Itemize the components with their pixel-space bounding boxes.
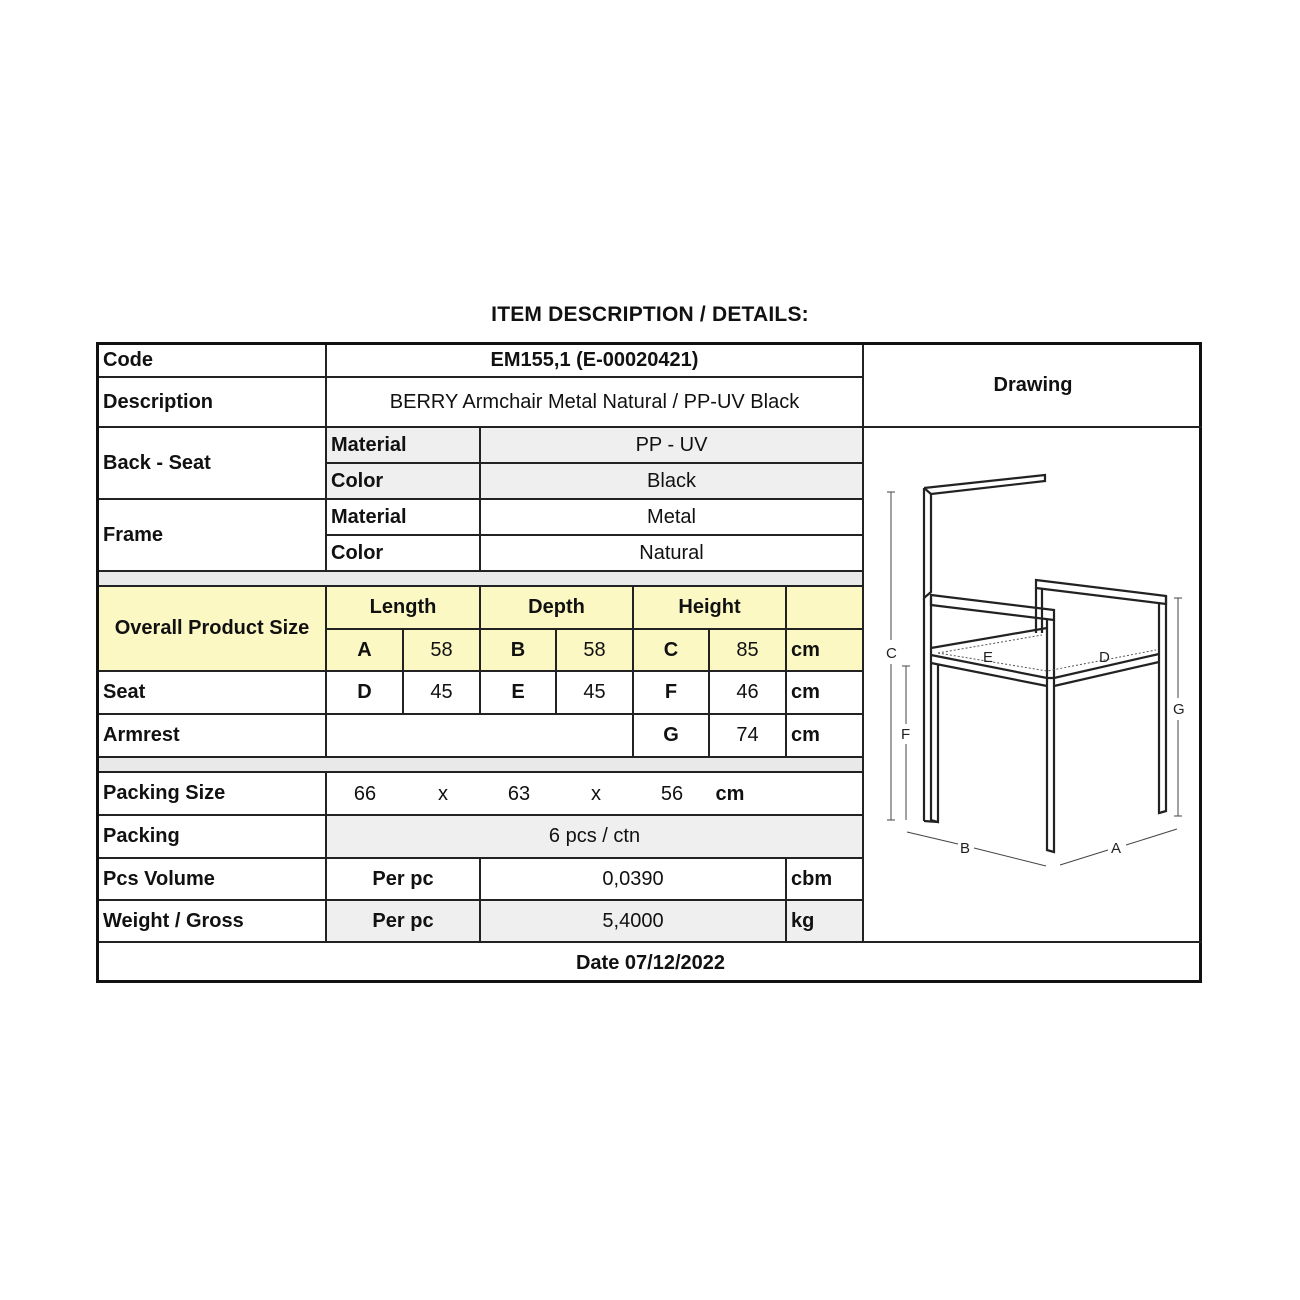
pcs-volume-unit: cbm xyxy=(787,859,864,901)
weight-value: 5,4000 xyxy=(481,901,787,943)
length-header: Length xyxy=(327,587,481,630)
weight-per: Per pc xyxy=(327,901,481,943)
overall-size-label: Overall Product Size xyxy=(99,587,327,672)
dim-value-a: 58 xyxy=(404,630,481,672)
drawing-label-c: C xyxy=(886,645,897,662)
packing-size-value-3: 56 xyxy=(660,783,684,805)
frame-material-value: Metal xyxy=(481,500,864,536)
pcs-volume-per: Per pc xyxy=(327,859,481,901)
description-value: BERRY Armchair Metal Natural / PP-UV Black xyxy=(327,378,864,428)
armrest-label: Armrest xyxy=(99,715,327,758)
unit-header-empty xyxy=(787,587,864,630)
back-seat-material-value: PP - UV xyxy=(481,428,864,464)
drawing-label-g: G xyxy=(1173,701,1185,718)
dim-letter-d: D xyxy=(327,672,404,715)
overall-unit: cm xyxy=(787,630,864,672)
weight-unit: kg xyxy=(787,901,864,943)
frame-color-value: Natural xyxy=(481,536,864,572)
back-seat-label: Back - Seat xyxy=(99,428,327,500)
drawing-label-d: D xyxy=(1099,649,1110,666)
armrest-unit: cm xyxy=(787,715,864,758)
drawing-label-a: A xyxy=(1111,840,1122,857)
back-seat-color-label: Color xyxy=(327,464,481,500)
packing-size-value-2: 63 xyxy=(507,783,531,805)
dim-letter-c: C xyxy=(634,630,710,672)
chair-drawing xyxy=(864,428,1200,940)
drawing-label-e: E xyxy=(983,649,994,666)
depth-header: Depth xyxy=(481,587,634,630)
dim-value-d: 45 xyxy=(404,672,481,715)
seat-unit: cm xyxy=(787,672,864,715)
chair-outline xyxy=(924,475,1166,852)
weight-label: Weight / Gross xyxy=(99,901,327,943)
drawing-label-f: F xyxy=(901,726,911,743)
drawing-header: Drawing xyxy=(864,345,1202,428)
back-seat-color-value: Black xyxy=(481,464,864,500)
drawing-label-b: B xyxy=(960,840,971,857)
dim-letter-e: E xyxy=(481,672,557,715)
seat-label: Seat xyxy=(99,672,327,715)
armrest-empty xyxy=(327,715,634,758)
description-label: Description xyxy=(99,378,327,428)
separator-row xyxy=(99,572,864,587)
pcs-volume-value: 0,0390 xyxy=(481,859,787,901)
packing-label: Packing xyxy=(99,816,327,859)
frame-color-label: Color xyxy=(327,536,481,572)
dim-value-b: 58 xyxy=(557,630,634,672)
dim-letter-a: A xyxy=(327,630,404,672)
packing-size-x-1: x xyxy=(438,783,448,805)
packing-size-label: Packing Size xyxy=(99,773,327,816)
frame-label: Frame xyxy=(99,500,327,572)
dim-letter-f: F xyxy=(634,672,710,715)
back-seat-material-label: Material xyxy=(327,428,481,464)
dim-letter-b: B xyxy=(481,630,557,672)
dim-value-c: 85 xyxy=(710,630,787,672)
code-label: Code xyxy=(99,345,327,378)
page-title: ITEM DESCRIPTION / DETAILS: xyxy=(491,303,809,326)
dim-value-e: 45 xyxy=(557,672,634,715)
date-row: Date 07/12/2022 xyxy=(575,951,725,974)
packing-size-value-1: 66 xyxy=(353,783,377,805)
code-value: EM155,1 (E-00020421) xyxy=(327,345,864,378)
frame-material-label: Material xyxy=(327,500,481,536)
packing-size-x-2: x xyxy=(591,783,601,805)
dim-value-f: 46 xyxy=(710,672,787,715)
height-header: Height xyxy=(634,587,787,630)
pcs-volume-label: Pcs Volume xyxy=(99,859,327,901)
packing-value: 6 pcs / ctn xyxy=(327,816,864,859)
packing-size-unit: cm xyxy=(715,783,745,805)
separator-row xyxy=(99,758,864,773)
dim-letter-g: G xyxy=(634,715,710,758)
dim-value-g: 74 xyxy=(710,715,787,758)
